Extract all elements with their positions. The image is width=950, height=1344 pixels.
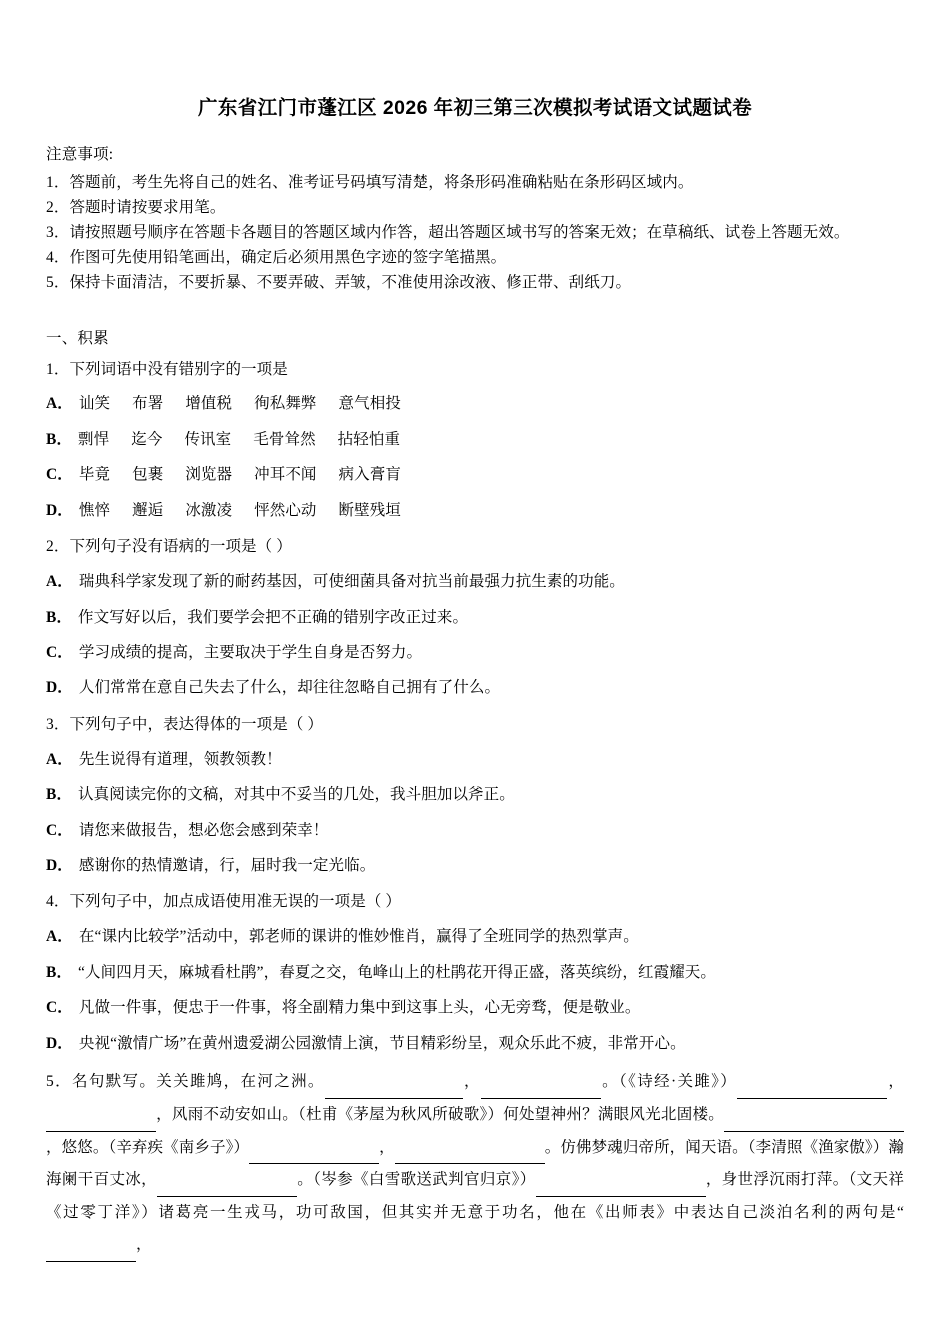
answer-blank[interactable] (395, 1132, 545, 1165)
option-label: D． (46, 1034, 73, 1052)
question-1-option-c (46, 460, 904, 489)
answer-blank[interactable] (157, 1164, 297, 1197)
word: 拈轻怕重 (337, 430, 401, 448)
word: 毕竟 (78, 466, 111, 484)
question-1-option-d (46, 496, 904, 525)
option-text: 认真阅读完你的文稿，对其中不妥当的几处，我斗胆加以斧正。 (78, 786, 515, 804)
option-label: A． (46, 750, 73, 768)
word: 浏览器 (185, 466, 233, 484)
answer-blank[interactable] (249, 1132, 379, 1165)
word: 毛骨耸然 (253, 430, 316, 448)
fill-text: 。（岑参《白雪歌送武判官归京》） (297, 1171, 536, 1189)
option-label: B． (46, 608, 73, 626)
word: 迄今 (131, 430, 163, 448)
fill-text: ，身世浮沉雨打萍。（文天祥《过零丁洋》）诸葛亮一生戎马，功可敌国，但其实并无意于功名，他在《出师表》中表达自己淡泊名利的两句是“ (46, 1171, 904, 1222)
option-text: 人们常常在意自己失去了什么，却往往忽略自己拥有了什么。 (78, 679, 501, 697)
question-4-option-c (46, 993, 904, 1022)
question-1-option-b (46, 425, 904, 454)
question-3-stem: 3．下列句子中，表达得体的一项是（ ） (46, 715, 324, 733)
fill-text: 。仿佛梦魂归帝所，闻天语。（李清照《渔家傲》）瀚海阑干百丈冰， (46, 1138, 904, 1189)
answer-blank[interactable] (536, 1164, 706, 1197)
option-label: C． (46, 821, 73, 839)
option-words (79, 502, 423, 519)
question-2-option-d (46, 673, 904, 702)
option-label: B． (46, 430, 73, 448)
option-label: C． (46, 643, 73, 661)
question-3-option-b (46, 780, 904, 809)
answer-blank[interactable] (325, 1066, 463, 1099)
word: 憔悴 (78, 501, 111, 519)
fill-text: 。（《诗经·关雎》） (600, 1073, 738, 1091)
page-title: 广东省江门市蓬江区 2026 年初三第三次模拟考试语文试题试卷 (197, 97, 753, 119)
question-1-stem: 1．下列词语中没有错别字的一项是 (46, 360, 288, 378)
answer-blank[interactable] (46, 1229, 136, 1262)
question-2-option-a (46, 567, 904, 596)
word: 意气相投 (338, 395, 401, 413)
option-text: 在“课内比较学”活动中，郭老师的课讲的惟妙惟肖，赢得了全班同学的热烈掌声。 (78, 928, 639, 946)
option-words (79, 466, 423, 483)
question-4-option-d (46, 1029, 904, 1058)
option-text: 学习成绩的提高，主要取决于学生自身是否努力。 (78, 643, 423, 661)
option-text: 感谢你的热情邀请，行，届时我一定光临。 (78, 857, 376, 875)
answer-blank[interactable] (724, 1099, 904, 1132)
option-label: B． (46, 786, 73, 804)
word: 增值税 (185, 395, 233, 413)
answer-blank[interactable] (481, 1066, 601, 1099)
fill-text: ， (379, 1138, 395, 1156)
option-label: D． (46, 679, 73, 697)
question-4-stem: 4．下列句子中，加点成语使用准无误的一项是（ ） (46, 893, 402, 911)
word: 包裹 (132, 466, 164, 484)
question-5-stem: 5．名句默写。关关雎鸠，在河之洲。 (46, 1073, 325, 1091)
option-label: A． (46, 928, 73, 946)
notice-item-3: 3．请按照题号顺序在答题卡各题目的答题区域内作答，超出答题区域书写的答案无效；在草稿纸、试卷上答题无效。 (46, 224, 850, 242)
word: 邂逅 (132, 501, 164, 519)
word: 冰激凌 (185, 501, 233, 519)
option-words (79, 395, 423, 412)
question-1-option-a (46, 389, 904, 418)
option-text: 作文写好以后，我们要学会把不正确的错别字改正过来。 (78, 608, 469, 626)
question-5-fill-in-blanks (46, 1066, 904, 1262)
option-label: A． (46, 395, 73, 413)
question-3-option-c (46, 816, 904, 845)
question-5-body (46, 1073, 904, 1253)
word: 讪笑 (78, 395, 111, 413)
fill-text: ， (887, 1073, 904, 1091)
section-title-accumulation: 一、积累 (46, 329, 109, 347)
option-text: 央视“激情广场”在黄州遗爱湖公园激情上演，节目精彩纷呈，观众乐此不疲，非常开心。 (78, 1034, 686, 1052)
option-text: 凡做一件事，便忠于一件事，将全副精力集中到这事上头，心无旁骛，便是敬业。 (78, 999, 641, 1017)
question-3-option-d (46, 851, 904, 880)
answer-blank[interactable] (46, 1099, 156, 1132)
option-label: A． (46, 573, 73, 591)
word: 徇私舞弊 (254, 395, 317, 413)
option-text: 请您来做报告，想必您会感到荣幸！ (78, 821, 329, 839)
question-2-stem: 2．下列句子没有语病的一项是（ ） (46, 538, 292, 556)
option-words (78, 431, 422, 448)
option-text: “人间四月天，麻城看杜鹃”，春夏之交，龟峰山上的杜鹃花开得正盛，落英缤纷，红霞耀天。 (78, 963, 717, 981)
fill-text: ， (136, 1235, 152, 1253)
notice-item-2: 2．答题时请按要求用笔。 (46, 199, 226, 217)
option-text: 先生说得有道理，领教领教！ (78, 750, 282, 768)
word: 怦然心动 (254, 501, 317, 519)
question-4-option-a (46, 922, 904, 951)
option-label: C． (46, 466, 73, 484)
word: 传讯室 (184, 430, 232, 448)
option-label: D． (46, 857, 73, 875)
question-4-option-b (46, 958, 904, 987)
word: 断壁残垣 (338, 501, 401, 519)
question-2-option-c (46, 638, 904, 667)
fill-text: ， (462, 1073, 481, 1091)
answer-blank[interactable] (737, 1066, 887, 1099)
option-label: C． (46, 999, 73, 1017)
word: 剽悍 (78, 430, 110, 448)
option-text: 瑞典科学家发现了新的耐药基因，可使细菌具备对抗当前最强力抗生素的功能。 (78, 573, 625, 591)
word: 冲耳不闻 (254, 466, 317, 484)
notice-item-1: 1．答题前，考生先将自己的姓名、准考证号码填写清楚，将条形码准确粘贴在条形码区域内。 (46, 174, 694, 191)
question-3-option-a (46, 745, 904, 774)
notice-item-4: 4．作图可先使用铅笔画出，确定后必须用黑色字迹的签字笔描黑。 (46, 249, 507, 267)
fill-text: ，悠悠。（辛弃疾《南乡子》） (46, 1138, 250, 1156)
word: 布署 (132, 395, 164, 413)
fill-text: ，风雨不动安如山。（杜甫《茅屋为秋风所破歌》）何处望神州？满眼风光北固楼。 (156, 1105, 724, 1123)
question-2-option-b (46, 603, 904, 632)
option-label: B． (46, 963, 73, 981)
option-label: D． (46, 501, 73, 519)
notice-item-5: 5．保持卡面清洁，不要折暴、不要弄破、弄皱，不准使用涂改液、修正带、刮纸刀。 (46, 274, 632, 292)
notice-heading: 注意事项: (46, 146, 114, 163)
word: 病入膏肓 (338, 466, 401, 484)
